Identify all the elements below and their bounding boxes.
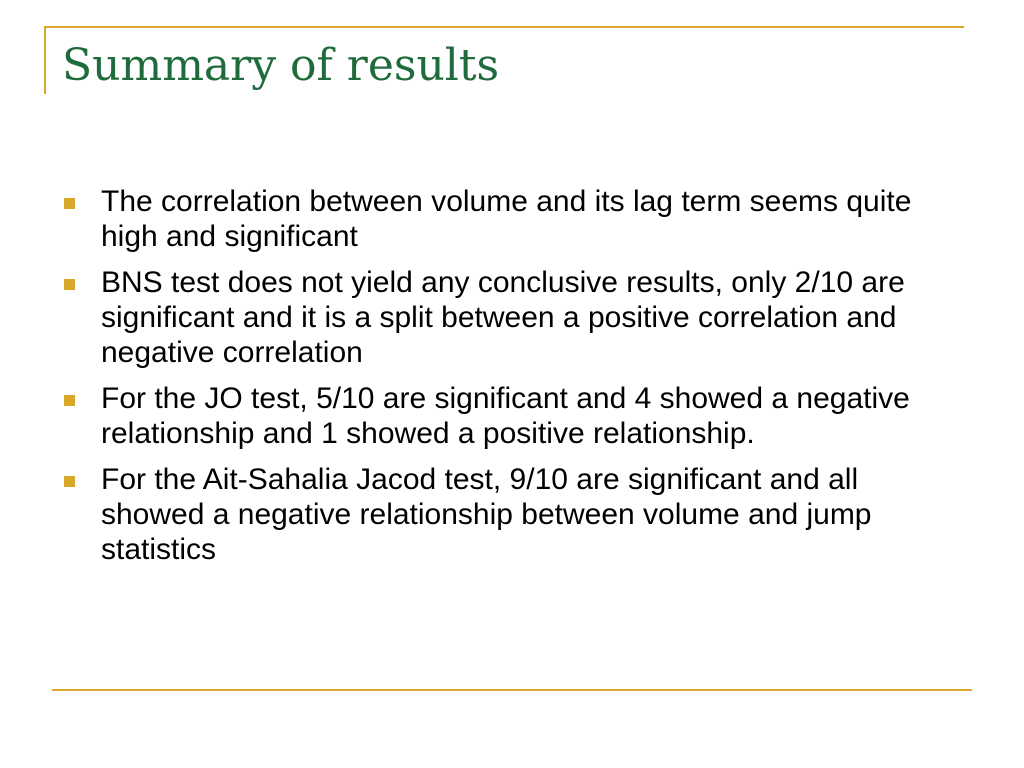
bullet-item (64, 184, 964, 254)
footer-divider (52, 689, 972, 691)
bullet-text: For the Ait-Sahalia Jacod test, 9/10 are significant and all showed a negative relationship between volume and jump statistics (101, 463, 872, 566)
title-frame-left-line (44, 26, 46, 94)
bullet-item (64, 381, 964, 451)
bullet-item (64, 265, 964, 370)
bullet-text: For the JO test, 5/10 are significant and 4 showed a negative relationship and 1 showed a positive relationship. (101, 382, 910, 450)
square-bullet-icon (64, 198, 75, 209)
square-bullet-icon (64, 279, 75, 290)
bullet-item (64, 462, 964, 567)
square-bullet-icon (64, 476, 75, 487)
bullet-text: BNS test does not yield any conclusive results, only 2/10 are significant and it is a split between a positive correlation and negative correlation (101, 266, 905, 369)
bullet-list (64, 184, 964, 578)
square-bullet-icon (64, 395, 75, 406)
bullet-text: The correlation between volume and its lag term seems quite high and significant (101, 185, 912, 253)
title-frame-top-line (44, 26, 964, 28)
slide-title: Summary of results (62, 40, 500, 91)
